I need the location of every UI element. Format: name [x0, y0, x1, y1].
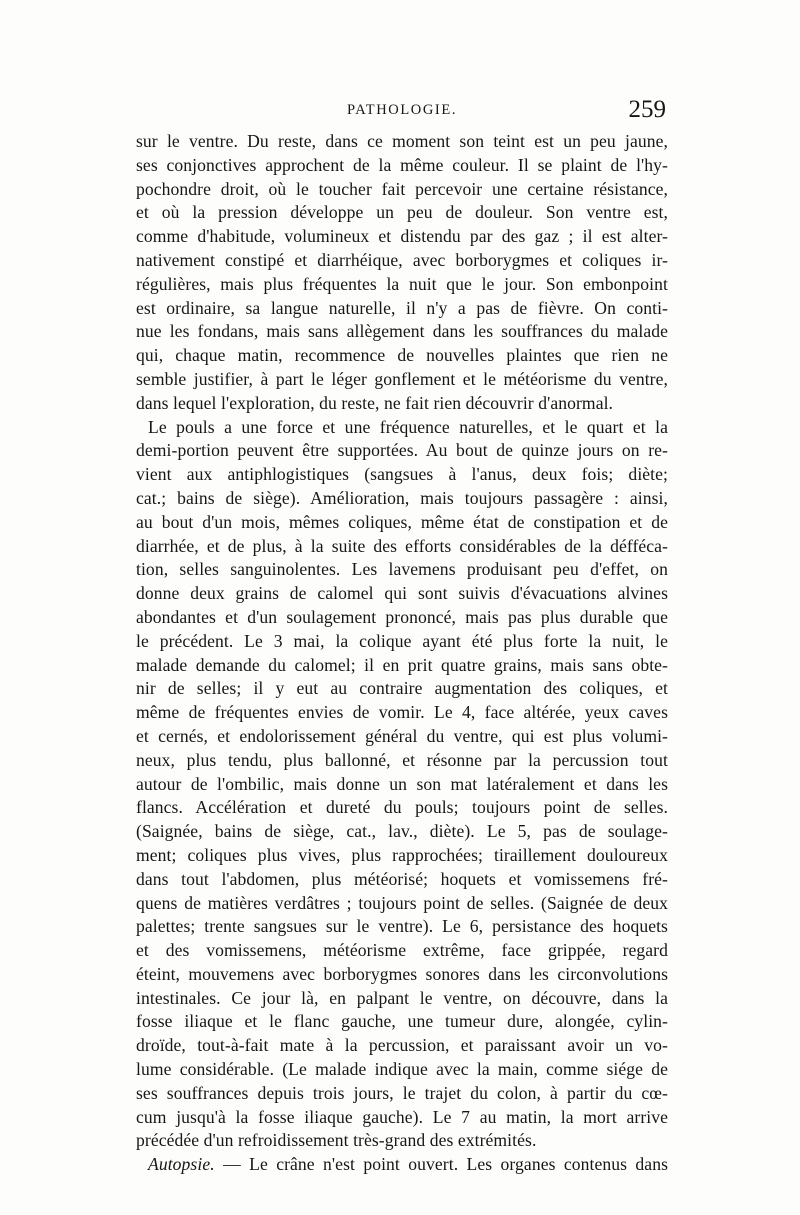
text-line: demi-portion peuvent être supportées. Au bout de quinze jours on re- [136, 440, 668, 461]
text-line: et cernés, et endolorissement général du ventre, qui est plus volumi- [136, 725, 668, 746]
page-number: 259 [628, 96, 666, 123]
text-line: neux, plus tendu, plus ballonné, et résonne par la percussion tout [136, 749, 668, 770]
text-line: au bout d'un mois, mêmes coliques, même état de constipation et de [136, 511, 668, 532]
text-line: pochondre droit, où le toucher fait percevoir une certaine résistance, [136, 178, 668, 199]
text-line: sur le ventre. Du reste, dans ce moment son teint est un peu jaune, [136, 131, 668, 151]
text-line: (Saignée, bains de siège, cat., lav., diète). Le 5, pas de soulage- [136, 821, 668, 842]
text-line: nir de selles; il y eut au contraire augmentation des coliques, et [136, 678, 668, 699]
text-line: nativement constipé et diarrhéique, avec borborygmes et coliques ir- [136, 249, 668, 270]
text-line: diarrhée, et de plus, à la suite des efforts considérables de la défféca- [136, 535, 668, 556]
text-line: même de fréquentes envies de vomir. Le 4, face altérée, yeux caves [136, 702, 668, 723]
text-line: droïde, tout-à-fait mate à la percussion, et paraissant avoir un vo- [136, 1035, 668, 1056]
text-line: précédée d'un refroidissement très-grand des extrémités. [136, 1130, 537, 1151]
text-line: vient aux antiphlogistiques (sangsues à l'anus, deux fois; diète; [136, 464, 668, 485]
text-line: autour de l'ombilic, mais donne un son mat latéralement et dans les [136, 773, 668, 794]
text-line: tion, selles sanguinolentes. Les lavemens produisant peu d'effet, on [136, 559, 668, 580]
text-line: ses souffrances depuis trois jours, le trajet du colon, à partir du cœ- [136, 1082, 668, 1103]
text-line: ment; coliques plus vives, plus rapprochées; tiraillement douloureux [136, 844, 668, 865]
text-line: malade demande du calomel; il en prit quatre grains, mais sans obte- [136, 654, 668, 675]
text-line: abondantes et d'un soulagement prononcé, mais pas plus durable que [136, 606, 668, 627]
text-line: nue les fondans, mais sans allègement dans les souffrances du malade [136, 321, 668, 342]
text-line: dans tout l'abdomen, plus météorisé; hoquets et vomissemens fré- [136, 868, 668, 889]
text-line: qui, chaque matin, recommence de nouvelles plaintes que rien ne [136, 345, 668, 366]
text-line: ses conjonctives approchent de la même couleur. Il se plaint de l'hy- [136, 154, 668, 175]
text-line: et des vomissemens, météorisme extrême, face grippée, regard [136, 940, 668, 961]
text-line: palettes; trente sangsues sur le ventre). Le 6, persistance des hoquets [136, 916, 668, 937]
text-line: Le pouls a une force et une fréquence naturelles, et le quart et la [148, 416, 668, 437]
text-line: est ordinaire, sa langue naturelle, il n'y a pas de fièvre. On conti- [136, 297, 668, 318]
text-line: le précédent. Le 3 mai, la colique ayant été plus forte la nuit, le [136, 630, 668, 651]
text-line: intestinales. Ce jour là, en palpant le ventre, on découvre, dans la [136, 987, 668, 1008]
text-line: régulières, mais plus fréquentes la nuit que le jour. Son embonpoint [136, 273, 668, 294]
autopsy-line [136, 1153, 668, 1177]
text-line: éteint, mouvemens avec borborygmes sonores dans les circonvolutions [136, 963, 668, 984]
text-line: cum jusqu'à la fosse iliaque gauche). Le 7 au matin, la mort arrive [136, 1106, 668, 1127]
text-line: flancs. Accélération et dureté du pouls; toujours point de selles. [136, 797, 668, 818]
text-line: donne deux grains de calomel qui sont suivis d'évacuations alvines [136, 583, 668, 604]
autopsy-label: Autopsie. [148, 1154, 215, 1175]
running-head: PATHOLOGIE. [346, 102, 458, 118]
text-line: lume considérable. (Le malade indique avec la main, comme siége de [136, 1059, 668, 1080]
text-line: et où la pression développe un peu de douleur. Son ventre est, [136, 202, 668, 223]
page-header [136, 98, 668, 124]
body-text [136, 130, 668, 1177]
text-line: comme d'habitude, volumineux et distendu par des gaz ; il est alter- [136, 226, 668, 247]
text-line: cat.; bains de siège). Amélioration, mais toujours passagère : ainsi, [136, 487, 668, 508]
text-line: semble justifier, à part le léger gonflement et le météorisme du ventre, [136, 368, 668, 389]
text-line: fosse iliaque et le flanc gauche, une tumeur dure, alongée, cylin- [136, 1011, 668, 1032]
text-line: quens de matières verdâtres ; toujours point de selles. (Saignée de deux [136, 892, 668, 913]
autopsy-text: — Le crâne n'est point ouvert. Les organes contenus dans [214, 1154, 668, 1175]
text-line: dans lequel l'exploration, du reste, ne fait rien découvrir d'anormal. [136, 392, 614, 413]
